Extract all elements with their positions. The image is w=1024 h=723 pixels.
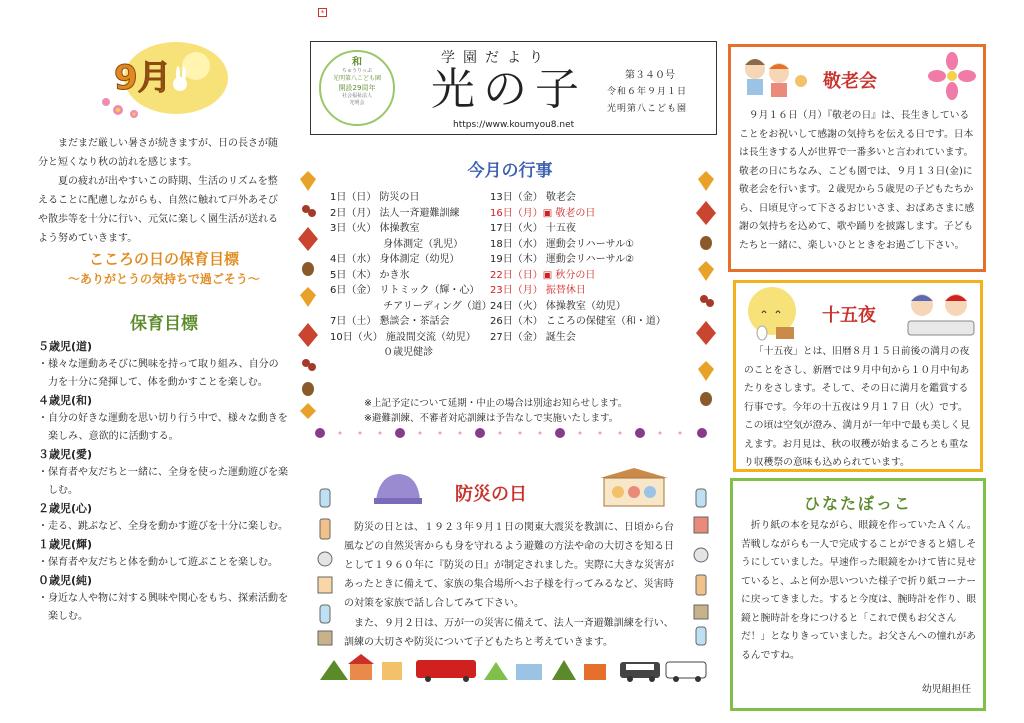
schedule-right: 13日（金） 敬老会 xyxy=(490,192,576,203)
schedule-row xyxy=(330,283,690,299)
schedule-right: 17日（火） 十五夜 xyxy=(490,223,576,234)
goal-item xyxy=(38,338,288,392)
page-mark: * xyxy=(318,8,327,17)
schedule-row xyxy=(330,299,690,315)
schedule-left: 1日（日） 防災の日 xyxy=(330,192,420,203)
school-url[interactable]: https://www.koumyou8.net xyxy=(453,120,575,130)
goal-age: ４歳児(和) xyxy=(38,394,93,407)
schedule-row xyxy=(330,345,690,361)
schedule-right: 22日（日）▣ 秋分の日 xyxy=(490,269,596,281)
schedule-row xyxy=(330,206,690,222)
shelter-icon xyxy=(598,466,670,508)
schedule-row xyxy=(330,190,690,206)
helmet-icon xyxy=(372,470,424,506)
goal-text: ・走る、跳ぶなど、全身を動かす遊びを十分に楽しむ。 xyxy=(38,521,288,532)
schedule-title: 今月の行事 xyxy=(467,161,553,181)
newsletter-label: 学園だより xyxy=(441,50,551,66)
emergency-goods-icon xyxy=(314,485,336,650)
goal-item xyxy=(38,500,288,536)
goal-item xyxy=(38,572,288,626)
goal-item xyxy=(38,392,288,446)
autumn-leaf-icon xyxy=(694,165,718,420)
bousai-border-left xyxy=(314,485,336,650)
schedule-left: チアリーディング（道） xyxy=(330,300,492,312)
emergency-goods-icon xyxy=(690,485,712,650)
flower-divider-icon xyxy=(310,424,710,442)
keirou-box xyxy=(728,44,986,272)
schedule-left: 2日（月） 法人一斉避難訓練 xyxy=(330,207,460,219)
flower-divider xyxy=(310,424,710,442)
town-vehicles-icon xyxy=(320,652,710,682)
logo-line5: 光明会 xyxy=(349,100,365,106)
town-illustration xyxy=(320,652,710,682)
bousai-paragraph-1: 防災の日とは、１９２３年９月１日の関東大震災を教訓に、日頃から台風などの自然災害からも身を守れるよう避難の方法や命の大切さを知る日として１９６０年に『防災の日』が制定されました。実際に大きな災害があったときに備えて、家族の集合場所へお子様を行ってみるなど、災害時の対策を家族で話し合してみて下さい。 xyxy=(344,522,674,609)
schedule-left: 7日（土） 懇談会・茶話会 xyxy=(330,316,450,327)
month-label: 9月 xyxy=(114,58,172,98)
schedule-row xyxy=(330,237,690,253)
leaf-border-right xyxy=(694,165,718,420)
logo-line2: 光明第八こども園 xyxy=(332,75,381,82)
bousai-paragraph-2: また、９月２日は、万が一の災害に備えて、法人一斉避難訓練を行い、訓練の大切さや防災について子どもたちと考えていきます。 xyxy=(344,618,674,648)
full-moon-icon xyxy=(742,285,806,341)
goal-text: ・保育者や友だちと一緒に、全身を使った運動遊びを楽しむ。 xyxy=(38,467,288,496)
month-badge xyxy=(98,40,228,118)
schedule-right: 26日（木） こころの保健室（和・道） xyxy=(490,316,666,327)
goal-item xyxy=(38,536,288,572)
schedule-right: 23日（月） 振替休日 xyxy=(490,285,586,296)
schedule-row xyxy=(330,314,690,330)
schedule-table xyxy=(330,190,690,361)
schedule-row xyxy=(330,221,690,237)
schedule-left: 3日（火） 体操教室 xyxy=(330,223,420,234)
goal-item xyxy=(38,446,288,500)
schedule-left: 身体測定（乳児） xyxy=(330,238,464,250)
masthead xyxy=(310,41,717,135)
jugoya-box xyxy=(733,280,983,472)
goal-text: ・様々な運動あそびに興味を持って取り組み、自分の力を十分に発揮して、体を動かすことを楽しむ。 xyxy=(38,359,279,388)
issue-number: 第３４０号 xyxy=(625,70,675,81)
kokoro-title: こころの日の保育目標 xyxy=(88,250,239,268)
goals-title: 保育目標 xyxy=(130,314,198,334)
jugoya-text: 「十五夜」とは、旧暦８月１５日前後の満月の夜のことをさし、新暦では９月中旬から１０月中旬あたりをさします。そして、その日に満月を鑑賞する行事です。今年の十五夜は９月１７日（火）です。この頃は空気が澄み、満月が一年中で最も美しく見えます。お月見は、秋の収穫が始まるころとも重なり収穫祭の意味も込められています。 xyxy=(744,346,970,468)
hinata-text: 折り紙の本を見ながら、眼鏡を作っていたＡくん。苦戦しながらも一人で完成することができると嬉しそうにしていました。早速作った眼鏡をかけて皆に見せていると、ふと何か思いついた様子で折り紙コーナーに戻ってきました。すると今度は、腕時計を作り、眼鏡と腕時計を身につけると「これで僕もお父さんだ！」となりきっていました。お父さんへの憧れがあるんですね。 xyxy=(741,520,977,661)
schedule-note-2: ※避難訓練、不審者対応訓練は予告なしで実施いたします。 xyxy=(364,413,619,424)
schedule-right: 18日（水） 運動会リハーサル① xyxy=(490,238,635,250)
left-column xyxy=(38,38,290,708)
bousai-border-right xyxy=(690,485,712,650)
intro-paragraph-1: まだまだ厳しい暑さが続きますが、日の長さが随分と短くなり秋の訪れを感じます。 xyxy=(38,138,278,168)
logo-line4: 社会福祉法人 xyxy=(341,93,372,99)
hinata-title: ひなたぼっこ xyxy=(803,494,912,513)
newsletter-title: 光の子 xyxy=(431,64,587,115)
goal-age: ５歳児(道) xyxy=(38,340,93,353)
schedule-right: 16日（月）▣ 敬老の日 xyxy=(490,207,596,219)
schedule-left: 5日（木） かき氷 xyxy=(330,269,410,281)
schedule-left: 10日（火） 施設間交流（幼児） xyxy=(330,331,476,343)
schedule-left: 4日（水） 身体測定（幼児） xyxy=(330,254,460,265)
schedule-left: 6日（金） リトミック（輝・心） xyxy=(330,285,480,296)
helmet-illustration xyxy=(372,470,424,506)
goal-text: ・保育者や友だちと体を動かして遊ぶことを楽しむ。 xyxy=(38,557,278,568)
goal-text: ・自分の好きな運動を思い切り行う中で、様々な動きを楽しみ、意欲的に活動する。 xyxy=(38,413,288,442)
goals-list xyxy=(38,338,288,626)
goal-age: ２歳児(心) xyxy=(38,502,93,515)
leaf-border-left xyxy=(296,165,320,420)
schedule-right: 19日（木） 運動会リハーサル② xyxy=(490,254,635,265)
schedule-left: ０歳児健診 xyxy=(330,347,434,358)
schedule-right xyxy=(490,345,660,361)
autumn-leaf-icon xyxy=(296,165,320,420)
schedule-row xyxy=(330,268,690,284)
shelter-illustration xyxy=(598,466,670,508)
goal-age: １歳児(輝) xyxy=(38,538,93,551)
logo-line3: 開設29周年 xyxy=(338,84,376,92)
school-name: 光明第八こども園 xyxy=(607,104,688,114)
intro-paragraph-2: 夏の疲れが出やすいこの時期、生活のリズムを整えることに配慮しながらも、自然に触れて戸外あそびや散歩等を十分に行い、元気に楽しく園生活が送れるよう努めていきます。 xyxy=(38,176,278,244)
keirou-text: ９月１６日（月）『敬老の日』は、長生きしていることをお祝いして感謝の気持ちを伝える日です。日本は長生きする人が世界で一番多いと言われています。敬老の日にちなみ、こども園では、９月１３日(金)に敬老会を行います。２歳児から５歳児の子どもたちから、日頃見守って下さるおじいさま、おばあさまに感謝の気持ちを込めて、歌や踊りを披露します。子どもたちと一緒に、楽しいひとときをお過ごし下さい。 xyxy=(739,110,975,251)
grandparents-children-icon xyxy=(739,51,819,101)
kokoro-subtitle: ～ありがとうの気持ちで過ごそう～ xyxy=(68,272,260,286)
schedule-right: 24日（火） 体操教室（幼児） xyxy=(490,300,626,312)
schedule-row xyxy=(330,252,690,268)
goal-age: ３歳児(愛) xyxy=(38,448,93,461)
issue-date: 令和６年９月１日 xyxy=(607,87,688,97)
schedule-row xyxy=(330,330,690,346)
children-moonviewing-icon xyxy=(904,287,978,339)
goal-age: ０歳児(純) xyxy=(38,574,93,587)
jugoya-title: 十五夜 xyxy=(822,305,876,326)
goal-text: ・身近な人や物に対する興味や関心をもち、探索活動を楽しむ。 xyxy=(38,593,288,622)
schedule-note-1: ※上記予定について延期・中止の場合は別途お知らせします。 xyxy=(364,398,628,409)
logo-top: 和 xyxy=(352,57,362,68)
hinata-box xyxy=(730,478,986,711)
cosmos-flower-icon xyxy=(927,51,977,101)
school-logo xyxy=(319,50,395,126)
hinata-signature: 幼児組担任 xyxy=(922,684,971,695)
keirou-title: 敬老会 xyxy=(823,71,877,92)
bousai-title: 防災の日 xyxy=(455,484,527,505)
schedule-right: 27日（金） 誕生会 xyxy=(490,331,576,343)
logo-line1: ちゅうりっぷ xyxy=(341,68,372,74)
